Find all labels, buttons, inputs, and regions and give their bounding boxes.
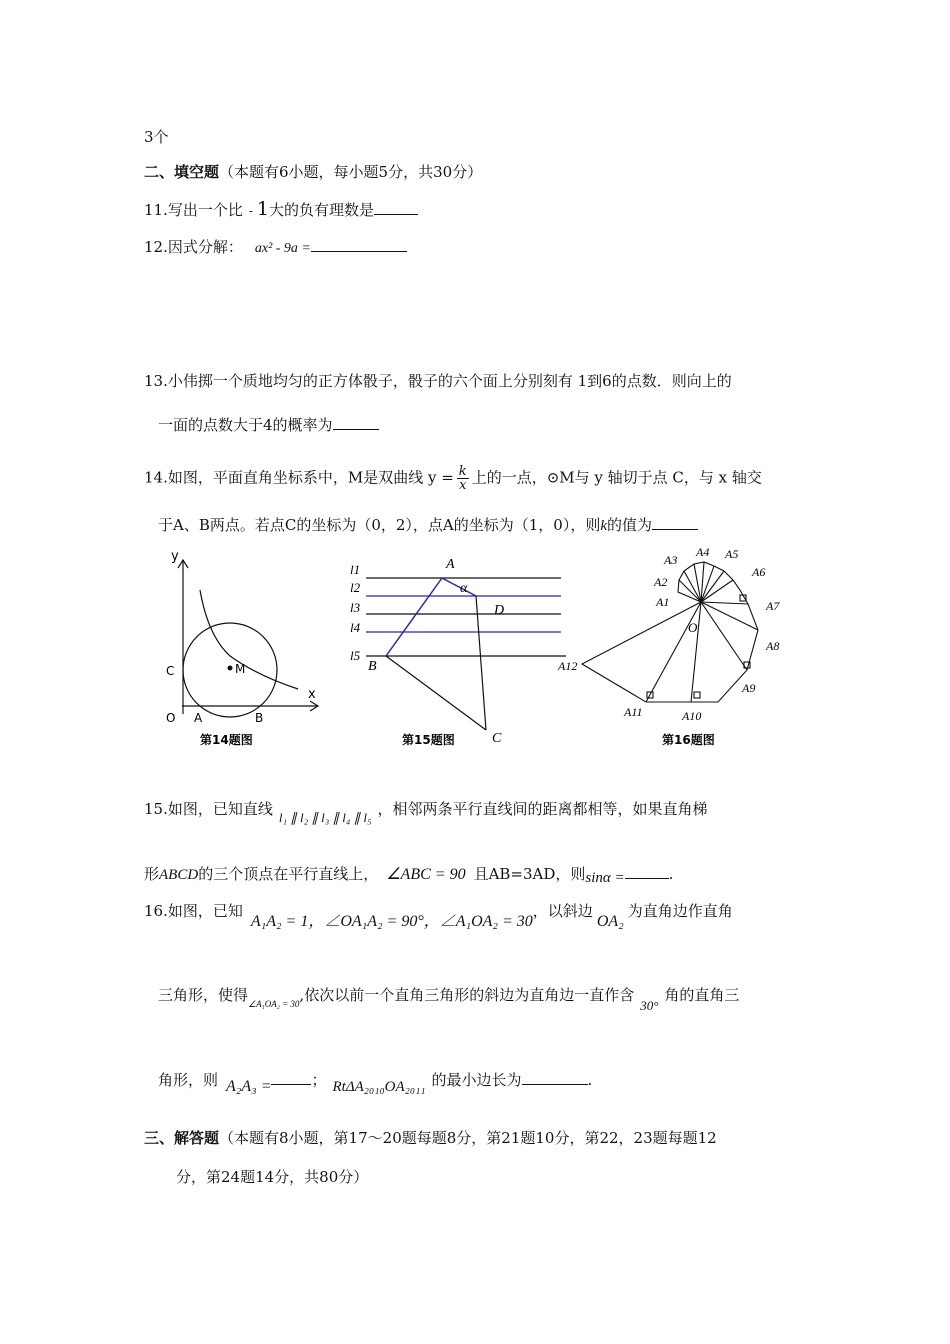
q16-text-2: ，以斜边	[532, 902, 593, 920]
fig16-right-angle-a10	[694, 692, 700, 698]
q15-text-3: 形	[144, 865, 160, 883]
q15-abcd: ABCD	[159, 867, 199, 883]
q11-text-2: 大的负有理数是	[269, 201, 375, 219]
q16-text-8: 的最小边长为	[431, 1071, 522, 1089]
figure-16	[558, 540, 790, 750]
fig16-ray-a7	[701, 602, 748, 604]
q16-angle-a1oa2: ，∠A₁OA₂ = 30	[423, 913, 533, 930]
fig16-ray-a6b	[701, 580, 733, 602]
fig15-label-c: C	[492, 731, 502, 746]
q13-text: 一面的点数大于4的概率为	[158, 416, 333, 434]
fig15-label-l5: l5	[350, 648, 361, 663]
section-2-title: 二、填空题	[144, 163, 220, 181]
q16-oa2: OA₂	[596, 913, 624, 930]
section-3-heading	[144, 1129, 717, 1147]
q15-text-4: 的三个顶点在平行直线上，	[198, 865, 379, 883]
fig16-outline	[582, 562, 758, 702]
question-11	[144, 198, 418, 221]
q16-a1a2: A₁A₂ = 1	[250, 913, 309, 930]
q14-k: k	[600, 518, 608, 534]
fig15-label-l2: l2	[350, 580, 361, 595]
question-16-line-1	[144, 902, 733, 930]
q16-answer-blank-1[interactable]	[271, 1070, 311, 1085]
q16-angle-oa1a2: ，∠OA₁A₂ = 90°	[308, 913, 424, 930]
fig15-label-l1: l1	[350, 562, 361, 577]
fig16-label-a5: A5	[725, 547, 739, 561]
q15-answer-blank[interactable]	[625, 864, 669, 879]
q14-text-3: 于A、B两点。若点C的坐标为（0，2），点A的坐标为（1，0），则	[158, 516, 601, 534]
question-12	[144, 237, 407, 258]
q16-text-4: 三角形，使得	[158, 986, 249, 1004]
fig16-ray-a9	[701, 602, 747, 670]
figure-15	[346, 548, 568, 748]
fig15-segment-ad	[442, 578, 476, 596]
fig16-label-a8: A8	[766, 639, 780, 653]
fig16-label-a1: A1	[656, 595, 670, 609]
question-13-line-1: 13.小伟掷一个质地均匀的正方体骰子，骰子的六个面上分别刻有 1到6的点数．则向上的	[144, 372, 732, 390]
fig14-point-m	[228, 666, 233, 671]
fig16-label-a10: A10	[682, 709, 702, 723]
question-15-line-2	[144, 864, 673, 884]
q16-rt-triangle: RtΔA₂₀₁₀OA₂₀₁₁	[332, 1079, 426, 1095]
q14-text-4: 的值为	[607, 516, 653, 534]
fig14-hyperbola	[200, 590, 298, 689]
fig15-segment-dc	[476, 596, 486, 730]
section-3-note-2: 分，第24题14分，共80分）	[176, 1168, 369, 1186]
question-16-line-2	[158, 986, 740, 1013]
q16-text: 16.如图，已知	[144, 902, 243, 920]
q11-one: 1	[256, 198, 270, 220]
fig16-label-a2: A2	[654, 575, 668, 589]
q14-answer-blank[interactable]	[652, 515, 698, 530]
fig15-label-l3: l3	[350, 600, 361, 615]
q15-text-5: 且AB=3AD，则	[473, 865, 586, 883]
q11-minus: -	[248, 204, 253, 218]
q14-numerator: k	[458, 464, 467, 479]
q12-expression: ax² - 9a =	[254, 241, 311, 256]
fig14-label-b: B	[255, 711, 264, 725]
q11-text: 11.写出一个比	[144, 201, 243, 219]
figure-14	[158, 546, 328, 751]
fig16-label-a3: A3	[664, 553, 678, 567]
fig16-spiral	[582, 562, 758, 702]
q16-text-6: 角的直角三	[664, 986, 740, 1004]
fig16-label-a9: A9	[742, 681, 756, 695]
q14-text-2: 上的一点，⊙M与 y 轴切于点 C，与 x 轴交	[471, 468, 762, 487]
fig15-segment-bc	[386, 656, 486, 730]
q15-sin-alpha: sinα =	[585, 870, 625, 886]
fig16-label-a4: A4	[696, 545, 710, 559]
section-2-heading	[144, 163, 482, 181]
fig15-segment-ab	[386, 578, 442, 656]
fig16-ray-a6	[701, 571, 724, 602]
fig14-caption: 第14题图	[200, 733, 253, 747]
fig15-label-alpha: α	[460, 581, 468, 596]
fig14-label-o: O	[166, 711, 176, 725]
q15-parallel-lines: l₁ ∥ l₂ ∥ l₃ ∥ l₄ ∥ l₅	[278, 810, 372, 825]
fig14-label-y: y	[171, 549, 179, 564]
question-16-line-3	[158, 1070, 593, 1095]
q16-30-degrees: 30°	[640, 998, 659, 1013]
q16-period: .	[587, 1071, 593, 1089]
fig16-label-a7: A7	[766, 599, 780, 613]
section-3-note: （本题有8小题，第17～20题每题8分，第21题10分，第22，23题每题12	[219, 1129, 717, 1147]
q12-text: 12.因式分解：	[144, 238, 243, 256]
q16-text-7: 角形，则	[158, 1071, 219, 1089]
continuation-text: 3个	[144, 128, 169, 146]
q14-text: 14.如图，平面直角坐标系中，M是双曲线 y =	[144, 468, 454, 487]
q16-answer-blank-2[interactable]	[522, 1070, 588, 1085]
fig16-caption: 第16题图	[662, 733, 715, 747]
q16-text-3: 为直角边作直角	[627, 902, 733, 920]
fig15-label-a: A	[446, 557, 455, 572]
fig14-label-x: x	[308, 687, 316, 702]
fig16-label-a11: A11	[624, 705, 643, 719]
fig15-label-b: B	[368, 659, 377, 674]
section-2-note: （本题有6小题，每小题5分，共30分）	[219, 163, 483, 181]
q16-semicolon: ；	[311, 1071, 327, 1089]
q15-angle-abc: ∠ABC = 90	[386, 866, 466, 883]
question-14-line-2	[158, 515, 698, 535]
section-3-title: 三、解答题	[144, 1129, 220, 1147]
fig16-label-o: O	[688, 620, 698, 635]
fig14-label-c: C	[166, 664, 175, 678]
fig14-label-m: M	[235, 662, 246, 676]
fig14-label-a: A	[194, 711, 203, 725]
q11-answer-blank[interactable]	[374, 200, 418, 215]
fig16-ray-a8	[701, 602, 758, 630]
q15-text: 15.如图，已知直线	[144, 800, 273, 818]
q16-angle-small: ∠A₁OA₂ = 30	[248, 999, 300, 1009]
question-14-line-1	[144, 465, 762, 492]
q13-answer-blank[interactable]	[333, 415, 379, 430]
fig16-label-a12: A12	[558, 659, 578, 673]
q12-answer-blank[interactable]	[311, 237, 407, 252]
fig16-label-a6: A6	[752, 565, 766, 579]
fig15-caption: 第15题图	[402, 733, 455, 747]
q15-text-2: ，相邻两条平行直线间的距离都相等，如果直角梯	[377, 800, 708, 818]
q14-fraction	[457, 465, 469, 492]
q15-period: .	[668, 865, 674, 883]
question-13-line-2	[158, 415, 379, 434]
fig15-label-l4: l4	[350, 620, 361, 635]
q14-denominator: x	[459, 478, 467, 493]
q16-a2a3: A₂A₃ =	[226, 1078, 272, 1095]
q16-text-5: ,依次以前一个直角三角形的斜边为直角边一直作含	[299, 986, 635, 1004]
fig15-label-d: D	[494, 603, 505, 618]
question-15-line-1	[144, 800, 708, 825]
